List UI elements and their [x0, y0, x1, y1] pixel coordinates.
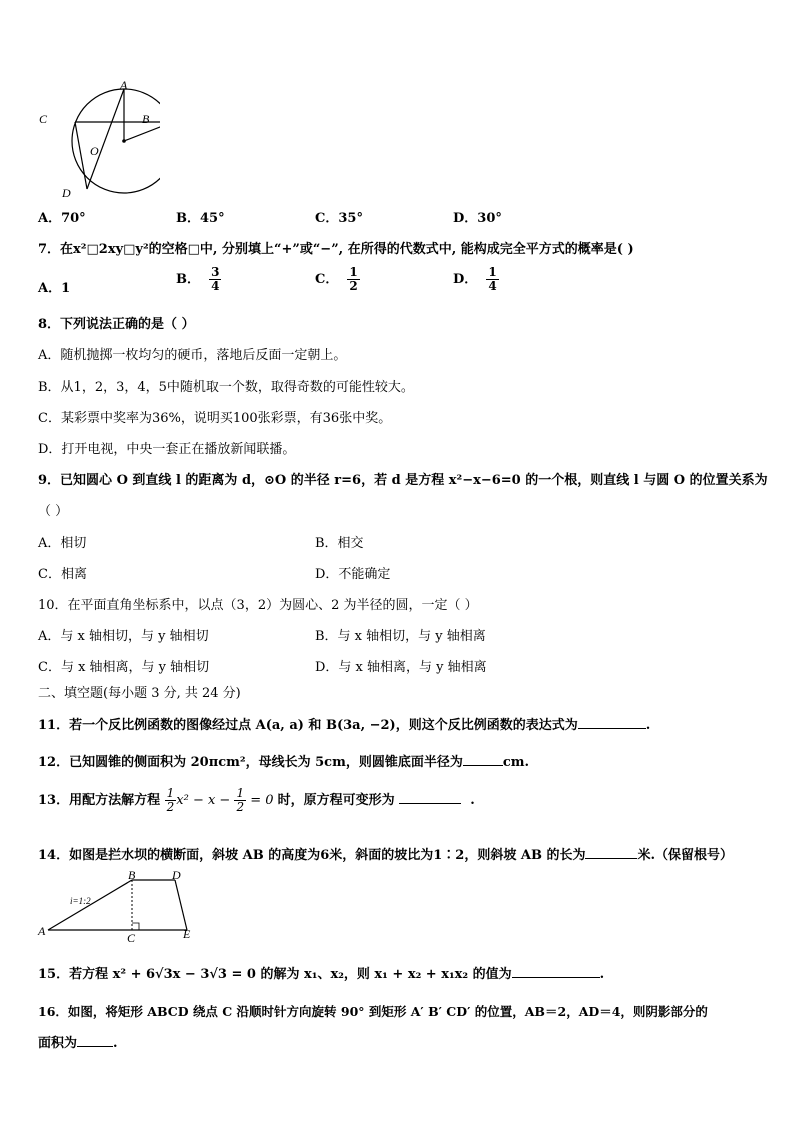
q6-option-c: C．35° — [315, 211, 363, 226]
q8-option-a: A．随机抛掷一枚均匀的硬币，落地后反面一定朝上。 — [38, 348, 347, 363]
label-d: D — [172, 868, 181, 882]
dam-figure — [32, 868, 202, 944]
label-a: A — [120, 78, 128, 92]
answer-blank — [463, 765, 503, 766]
q9-option-c: C．相离 — [38, 567, 87, 582]
q10-option-a: A．与 x 轴相切，与 y 轴相切 — [38, 629, 209, 644]
q10-option-b: B．与 x 轴相切，与 y 轴相离 — [315, 629, 486, 644]
label-b: B — [142, 112, 150, 126]
q7-option-a: A．1 — [38, 281, 71, 296]
q8-option-c: C．某彩票中奖率为36%，说明买100张彩票，有36张中奖。 — [38, 411, 392, 426]
label-c: C — [39, 112, 48, 126]
q8-option-b: B．从1，2，3，4，5中随机取一个数，取得奇数的可能性较大。 — [38, 380, 414, 395]
q9-option-d: D．不能确定 — [315, 567, 391, 582]
fraction: $\frac{3}{4}$ — [211, 265, 220, 294]
fraction: $\frac{1}{4}$ — [488, 265, 497, 294]
q9-stem: 9．已知圆心 O 到直线 l 的距离为 d，⊙O 的半径 r=6，若 d 是方程 x²−x−6=0 的一个根，则直线 l 与圆 O 的位置关系为 — [38, 473, 768, 488]
q10-option-d: D．与 x 轴相离，与 y 轴相离 — [315, 660, 487, 675]
q10-option-c: C．与 x 轴相离，与 y 轴相切 — [38, 660, 210, 675]
q12: 12．已知圆锥的侧面积为 20πcm²，母线长为 5cm，则圆锥底面半径为 cm. — [38, 755, 530, 770]
q7-stem: 7．在x²□2xy□y²的空格□中, 分别填上“+”或“−”, 在所得的代数式中, 能构成完全平方式的概率是( ) — [38, 242, 634, 257]
label-c: C — [127, 931, 136, 944]
q6-option-d: D．30° — [453, 211, 502, 226]
slope-label: i=1:2 — [70, 896, 91, 906]
circle-figure — [30, 78, 160, 198]
q13: 13．用配方法解方程 $\frac{1}{2}$ x² − x − $\frac{1}{2}$ = 0 时，原方程可变形为 . — [38, 786, 475, 815]
q9-option-a: A．相切 — [38, 536, 87, 551]
q16-line1: 16．如图，将矩形 ABCD 绕点 C 沿顺时针方向旋转 90° 到矩形 A′ B′ CD′ 的位置，AB＝2，AD＝4，则阴影部分的 — [38, 1004, 708, 1019]
answer-blank — [578, 728, 646, 729]
label-e: E — [183, 927, 191, 941]
q15: 15．若方程 x² + 6√3x − 3√3 = 0 的解为 x₁、x₂，则 x₁ + x₂ + x₁x₂ 的值为 . — [38, 967, 605, 982]
answer-blank — [512, 977, 600, 978]
q6-option-b: B．45° — [176, 211, 225, 226]
answer-blank — [77, 1046, 113, 1047]
q7-option-b: B． $\frac{3}{4}$ — [176, 265, 220, 294]
q10-stem: 10．在平面直角坐标系中，以点（3，2）为圆心、2 为半径的圆，一定（ ） — [38, 598, 478, 613]
q8-stem: 8．下列说法正确的是（ ） — [38, 317, 195, 332]
answer-blank — [585, 858, 637, 859]
q13-equation: $\frac{1}{2}$ x² − x − $\frac{1}{2}$ = 0 — [166, 786, 278, 815]
q7-option-c: C． $\frac{1}{2}$ — [315, 265, 358, 294]
q14: 14．如图是拦水坝的横断面，斜坡 AB 的高度为6米，斜面的坡比为1∶2，则斜坡 AB 的长为 米.（保留根号） — [38, 848, 734, 863]
q9-paren: （ ） — [38, 504, 69, 519]
q6-option-a: A．70° — [38, 211, 86, 226]
answer-blank — [399, 803, 461, 804]
q9-option-b: B．相交 — [315, 536, 364, 551]
q8-option-d: D．打开电视，中央一套正在播放新闻联播。 — [38, 442, 296, 457]
label-b: B — [128, 868, 136, 882]
section-heading: 二、填空题(每小题 3 分, 共 24 分) — [38, 686, 241, 701]
label-d: D — [62, 186, 71, 198]
label-a: A — [38, 924, 46, 938]
fraction: $\frac{1}{2}$ — [349, 265, 358, 294]
q11: 11．若一个反比例函数的图像经过点 A(a, a) 和 B(3a, −2)，则这个反比例函数的表达式为 . — [38, 718, 651, 733]
q16-line2: 面积为 . — [38, 1036, 118, 1051]
q7-option-d: D． $\frac{1}{4}$ — [453, 265, 497, 294]
label-o: O — [90, 144, 99, 158]
